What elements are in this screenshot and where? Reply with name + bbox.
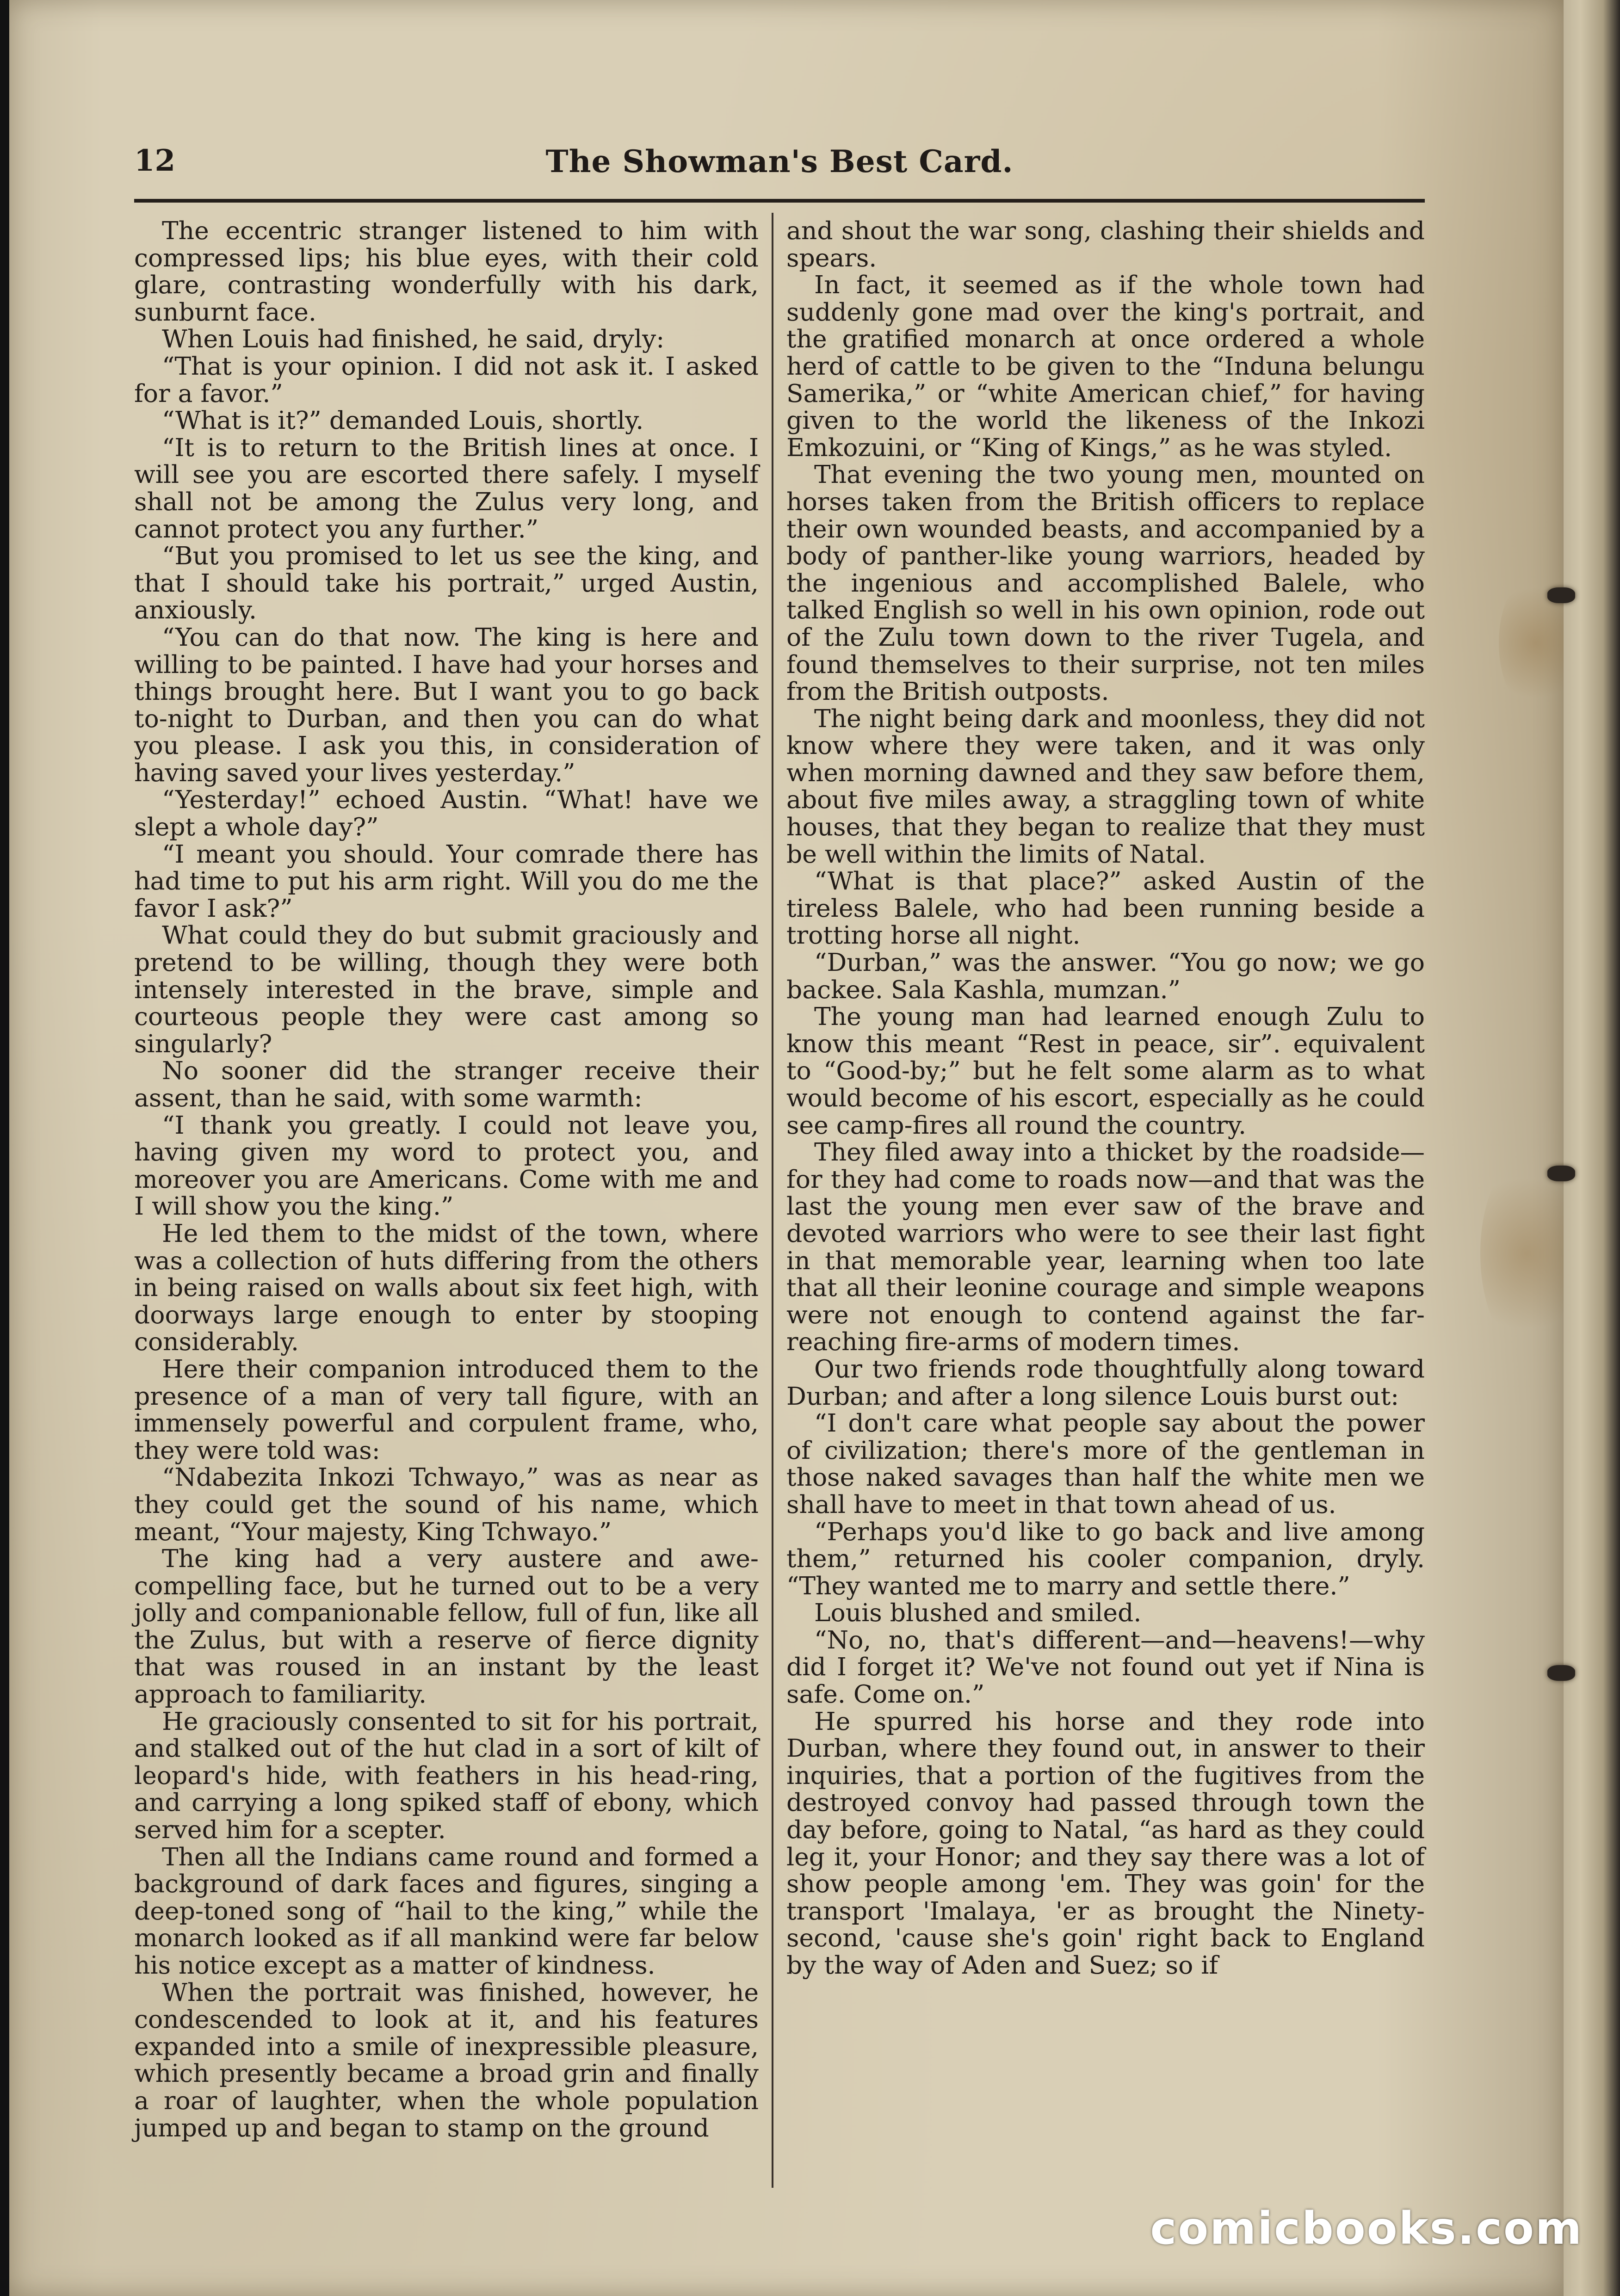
paragraph: “Yesterday!” echoed Austin. “What! have we slept a whole day?” [134,785,759,842]
staple [1547,1166,1575,1181]
paragraph: Here their companion introduced them to the presence of a man of very tall figure, with an immensely powerful and corpulent frame, who, they were told was: [134,1354,759,1465]
binding-spine [1564,0,1620,2296]
text-column-right [786,217,1425,1979]
paragraph: What could they do but submit graciously and pretend to be willing, though they were both intensely interested in the brave, simple and courteous people they were cast among so singularly? [134,920,759,1058]
paragraph: “I don't care what people say about the power of civilization; there's more of the gentleman in those naked savages than half the white men we shall have to meet in that town ahead of us. [786,1408,1425,1519]
staple [1547,1665,1575,1681]
paragraph: No sooner did the stranger receive their assent, than he said, with some warmth: [134,1056,759,1112]
paragraph: The night being dark and moonless, they did not know where they were taken, and it was only when morning dawned and they saw before them, about five miles away, a straggling town of white houses, that they began to realize that they must be well within the limits of Natal. [786,704,1425,869]
paragraph: That evening the two young men, mounted on horses taken from the British officers to replace their own wounded beasts, and accompanied by a body of panther-like young warriors, headed by the ingenious and accomplished Balele, who talked English so well in his own opinion, rode out of the Zulu town down to the river Tugela, and found themselves to their surprise, not ten miles from the British outposts. [786,460,1425,706]
watermark: comicbooks.com [1150,2203,1583,2254]
paragraph: “What is that place?” asked Austin of the tireless Balele, who had been running beside a trotting horse all night. [786,866,1425,950]
paragraph: “But you promised to let us see the king, and that I should take his portrait,” urged Austin, anxiously. [134,541,759,625]
paragraph: He led them to the midst of the town, where was a collection of huts differing from the others in being raised on walls about six feet high, with doorways large enough to enter by stooping considerably. [134,1218,759,1357]
column-divider [772,213,773,2188]
paragraph: “No, no, that's different—and—heavens!—why did I forget it? We've not found out yet if Nina is safe. Come on.” [786,1625,1425,1709]
paragraph: “That is your opinion. I did not ask it. I asked for a favor.” [134,351,759,408]
paragraph: In fact, it seemed as if the whole town had suddenly gone mad over the king's portrait, and the gratified monarch at once ordered a whole herd of cattle to be given to the “Induna belungu Samerika,” or “white American chief,” for having given to the world the likeness of the Inkozi Emkozuini, or “King of Kings,” as he was styled. [786,270,1425,462]
running-title: The Showman's Best Card. [545,143,1014,179]
paragraph: They filed away into a thicket by the roadside—for they had come to roads now—and that was the last the young men ever saw of the brave and devoted warriors who were to see their last fight in that memorable year, learning when too late that all their leonine courage and simple weapons were not enough to contend against the far-reaching fire-arms of modern times. [786,1137,1425,1357]
paragraph: He graciously consented to sit for his portrait, and stalked out of the hut clad in a sort of kilt of leopard's hide, with feathers in his head-ring, and carrying a long spiked staff of ebony, which served him for a scepter. [134,1706,759,1845]
paragraph: The eccentric stranger listened to him with compressed lips; his blue eyes, with their cold glare, contrasting wonderfully with his dark, sunburnt face. [134,216,759,327]
paragraph: Then all the Indians came round and formed a background of dark faces and figures, singing a deep-toned song of “hail to the king,” while the monarch looked as if all mankind were far below his notice except as a matter of kindness. [134,1842,759,1980]
paragraph: “I thank you greatly. I could not leave you, having given my word to protect you, and moreover you are Americans. Come with me and I will show you the king.” [134,1110,759,1221]
paragraph: When Louis had finished, he said, dryly: [162,324,665,354]
paragraph: When the portrait was finished, however, he condescended to look at it, and his features expanded into a smile of inexpressible pleasure, which presently became a broad grin and finally a roar of laughter, when the whole population jumped up and began to stamp on the ground [134,1977,759,2142]
paragraph: “Perhaps you'd like to go back and live among them,” returned his cooler companion, dryly. “They wanted me to marry and settle there.” [786,1517,1425,1600]
paragraph: “Durban,” was the answer. “You go now; we go backee. Sala Kashla, mumzan.” [786,948,1425,1004]
text-column-left [134,217,759,2142]
paragraph: “You can do that now. The king is here and willing to be painted. I have had your horses and things brought here. But I want you to go back to-night to Durban, and then you can do what you please. I ask you this, in consideration of having saved your lives yesterday.” [134,622,759,787]
paragraph: “Ndabezita Inkozi Tchwayo,” was as near as they could get the sound of his name, which meant, “Your majesty, King Tchwayo.” [134,1463,759,1546]
paragraph: and shout the war song, clashing their shields and spears. [786,216,1425,272]
paragraph: “It is to return to the British lines at once. I will see you are escorted there safely. I myself shall not be among the Zulus very long, and cannot protect you any further.” [134,432,759,543]
paragraph: The king had a very austere and awe-compelling face, but he turned out to be a very jolly and companionable fellow, full of fun, like all the Zulus, but with a reserve of fierce dignity that was roused in an instant by the least approach to familiarity. [134,1544,759,1709]
header-rule [134,199,1425,203]
age-stain [1480,1156,1573,1351]
paragraph: The young man had learned enough Zulu to know this meant “Rest in peace, sir”. equivalent to “Good-by;” but he felt some alarm as to what would become of his escort, especially as he could see camp-fires all round the country. [786,1002,1425,1140]
page-number: 12 [134,143,176,178]
staple [1547,587,1575,603]
paragraph: Louis blushed and smiled. [814,1598,1142,1628]
paragraph: “What is it?” demanded Louis, shortly. [162,406,644,435]
page-header [134,139,1425,194]
paragraph: He spurred his horse and they rode into Durban, where they found out, in answer to their inquiries, that a portion of the fugitives from the destroyed convoy had passed through town the day before, going to Natal, “as hard as they could leg it, your Honor; and they say there was a lot of show people among 'em. They was goin' for the transport 'Imalaya, 'er as brought the Ninety-second, 'cause she's goin' right back to England by the way of Aden and Suez; so if [786,1706,1425,1980]
paragraph: “I meant you should. Your comrade there has had time to put his arm right. Will you do me the favor I ask?” [134,839,759,923]
paragraph: Our two friends rode thoughtfully along toward Durban; and after a long silence Louis burst out: [786,1354,1425,1411]
